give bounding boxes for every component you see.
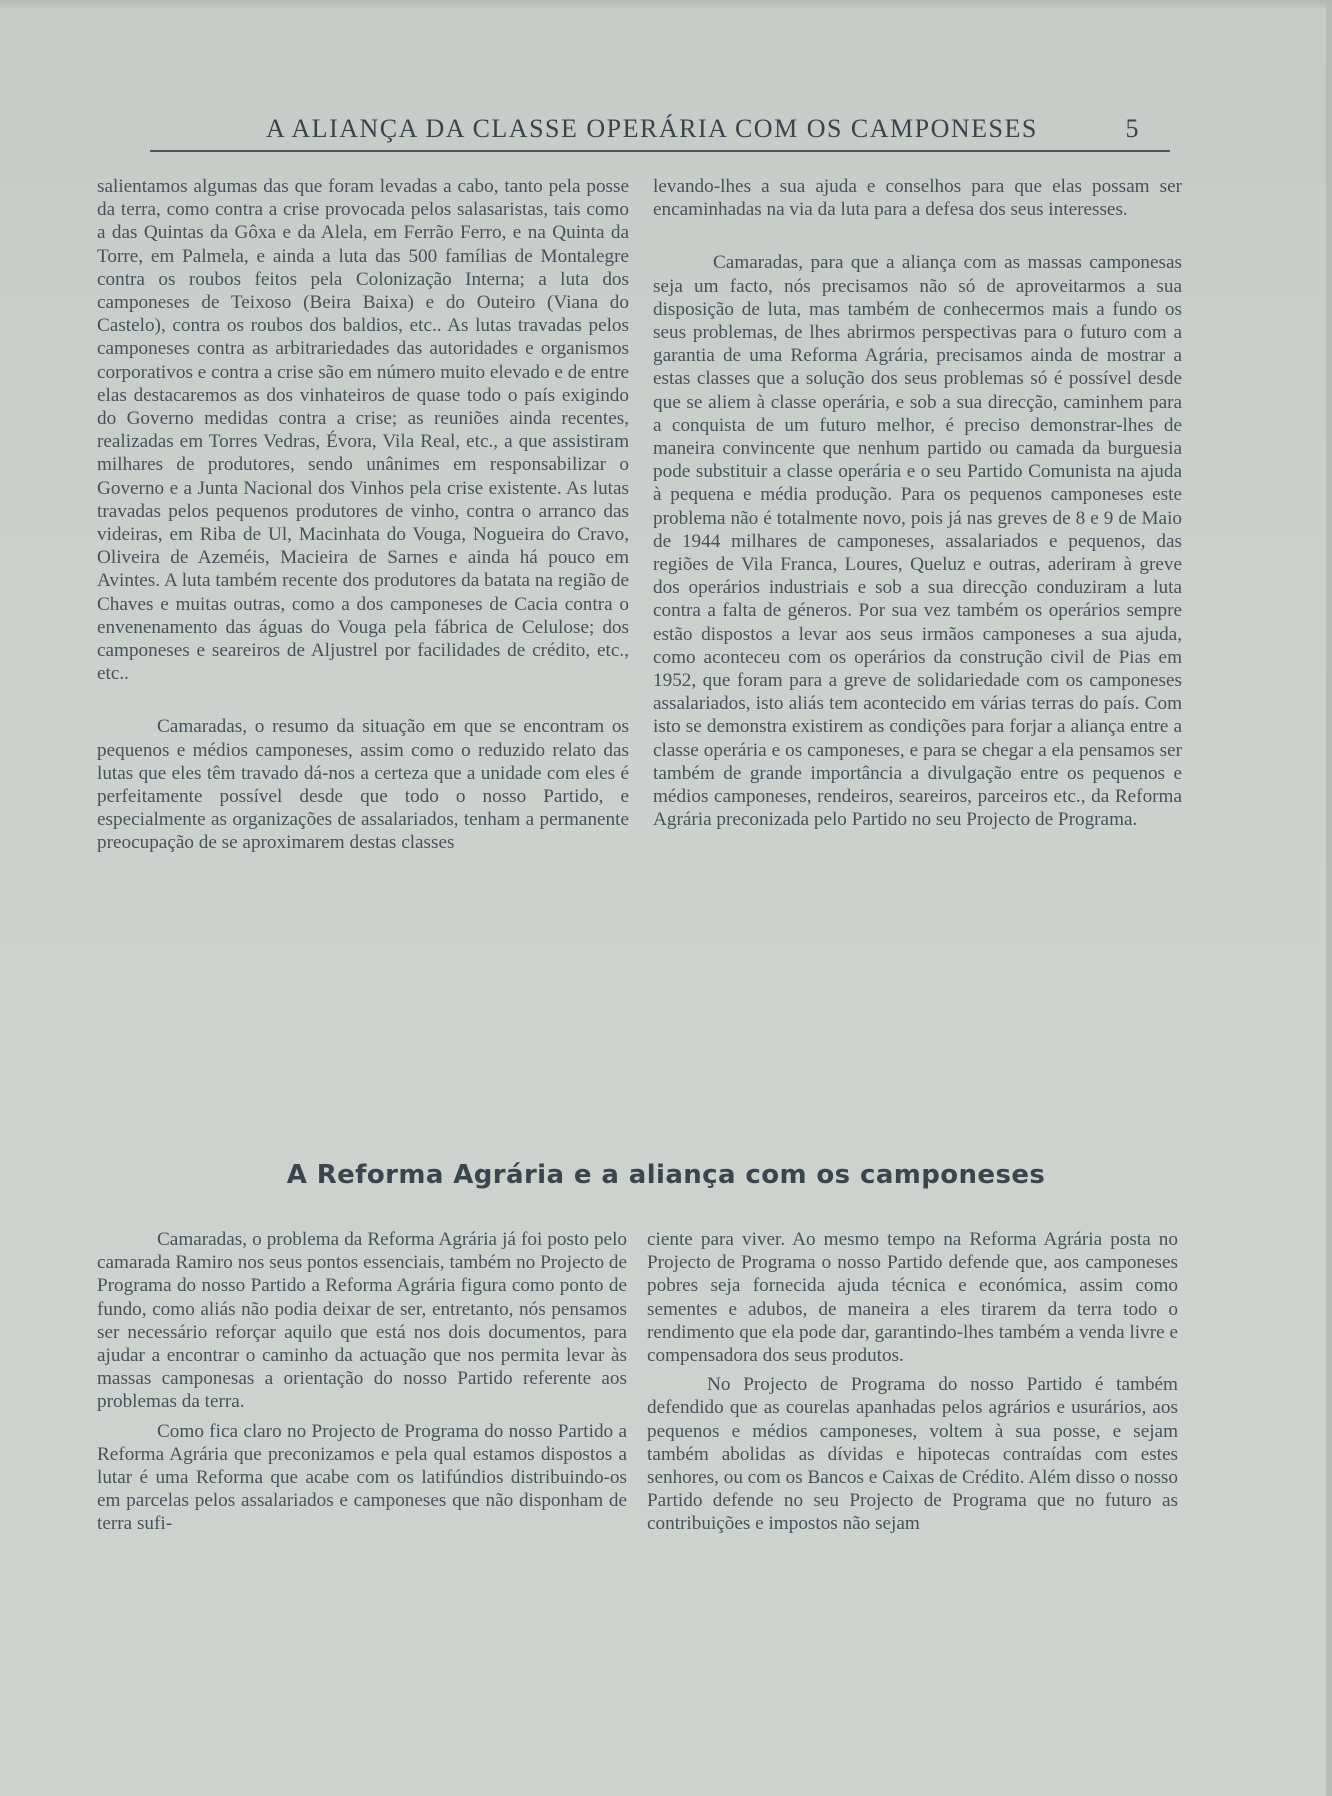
section2-column-right	[647, 1228, 1178, 1536]
running-head	[150, 110, 1170, 152]
paper-top-edge	[0, 0, 1332, 10]
paragraph: Camaradas, o problema da Reforma Agrária já foi posto pelo camarada Ramiro nos seus pontos essenciais, também no Projecto de Programa do nosso Partido a Reforma Agrária figura como ponto de fundo, como aliás não podia deixar de ser, entretanto, nós pensamos ser necessário reforçar aquilo que está nos dois documentos, para ajudar a encontrar o caminho da actuação que nos permita levar às massas camponesas a orientação do nosso Partido referente aos problemas da terra.	[97, 1229, 627, 1413]
section2-column-left	[97, 1228, 627, 1536]
page-number: 5	[1125, 114, 1140, 143]
paragraph: ciente para viver. Ao mesmo tempo na Reforma Agrária posta no Projecto de Programa o nosso Partido defende que, aos camponeses pobres seja fornecida ajuda técnica e económica, assim como sementes e adubos, de maneira a eles tirarem da terra todo o rendimento que ela pode dar, garantindo-lhes também a venda livre e compensadora dos seus produtos.	[647, 1229, 1178, 1367]
section1-column-right	[653, 175, 1182, 831]
paragraph: Como fica claro no Projecto de Programa do nosso Partido a Reforma Agrária que preconizamos e pela qual estamos dispostos a lutar é uma Reforma que acabe com os latifúndios distribuindo-os em parcelas pelos assalariados e camponeses que não disponham de terra sufi-	[97, 1420, 627, 1535]
section-heading: A Reforma Agrária e a aliança com os camponeses	[286, 1160, 1046, 1190]
paragraph: salientamos algumas das que foram levadas a cabo, tanto pela posse da terra, como contra a crise provocada pelos salasaristas, tais como a das Quintas da Gôxa e da Alela, em Ferrão Ferro, e na Quinta da Torre, em Palmela, e ainda a luta das 500 famílias de Montalegre contra os roubos feitos pela Colonização Interna; a luta dos camponeses de Teixoso (Beira Baixa) e do Outeiro (Viana do Castelo), contra os roubos dos baldios, etc.. As lutas travadas pelos camponeses contra as arbitrariedades das autoridades e organismos corporativos e contra a crise são em número muito elevado e de entre elas destacaremos as dos vinhateiros de quase todo o país exigindo do Governo medidas contra a crise; as reuniões ainda recentes, realizadas em Torres Vedras, Évora, Vila Real, etc., a que assistiram milhares de produtores, sendo unânimes em responsabilizar o Governo e a Junta Nacional dos Vinhos pela crise existente. As lutas travadas pelos pequenos produtores de vinho, contra o arranco das videiras, em Riba de Ul, Macinhata do Vouga, Nogueira do Cravo, Oliveira de Azeméis, Macieira de Sarnes e ainda há pouco em Avintes. A luta também recente dos produtores da batata na região de Chaves e muitas outras, como a dos camponeses de Cacia contra o envenenamento das águas do Vouga pela fábrica de Celulose; dos camponeses e seareiros de Aljustrel por facilidades de crédito, etc., etc..	[97, 176, 629, 685]
section1-column-left	[97, 175, 629, 855]
paragraph: No Projecto de Programa do nosso Partido é também defendido que as courelas apanhadas pelos agrários e usurários, aos pequenos e médios camponeses, voltem à sua posse, e sejam também abolidas as dívidas e hipotecas contraídas com estes senhores, ou com os Bancos e Caixas de Crédito. Além disso o nosso Partido defende no seu Projecto de Programa que no futuro as contribuições e impostos não sejam	[647, 1374, 1178, 1535]
running-title: A ALIANÇA DA CLASSE OPERÁRIA COM OS CAMPONESES	[266, 114, 1038, 143]
paragraph: levando-lhes a sua ajuda e conselhos para que elas possam ser encaminhadas na via da luta para a defesa dos seus interesses.	[653, 176, 1182, 221]
paragraph: Camaradas, para que a aliança com as massas camponesas seja um facto, nós precisamos não só de aproveitarmos a sua disposição de luta, mas também de conhecermos mais a fundo os seus problemas, de lhes abrirmos perspectivas para o futuro com a garantia de uma Reforma Agrária, precisamos ainda de mostrar a estas classes que a solução dos seus problemas só é possível desde que se aliem à classe operária, e sob a sua direcção, caminhem para a conquista de um futuro melhor, é preciso demonstrar-lhes de maneira convincente que nenhum partido ou camada da burguesia pode substituir a classe operária e o seu Partido Comunista na ajuda à pequena e média produção. Para os pequenos camponeses este problema não é totalmente novo, pois já nas greves de 8 e 9 de Maio de 1944 milhares de camponeses, assalariados e pequenos, das regiões de Vila Franca, Loures, Queluz e outras, aderiram à greve dos operários industriais e sob a sua direcção conduziram a luta contra a falta de géneros. Por sua vez também os operários sempre estão dispostos a levar aos seus irmãos camponeses a sua ajuda, como aconteceu com os operários da construção civil de Pias em 1952, que foram para a greve de solidariedade com os camponeses assalariados, isto aliás tem acontecido em várias terras do país. Com isto se demonstra existirem as condições para forjar a aliança entre a classe operária e os camponeses, e para se chegar a ela pensamos ser também de grande importância a divulgação entre os pequenos e médios camponeses, rendeiros, seareiros, parceiros etc., da Reforma Agrária preconizada pelo Partido no seu Projecto de Programa.	[653, 252, 1182, 831]
paragraph: Camaradas, o resumo da situação em que se encontram os pequenos e médios camponeses, assim como o reduzido relato das lutas que eles têm travado dá-nos a certeza que a unidade com eles é perfeitamente possível desde que todo o nosso Partido, e especialmente as organizações de assalariados, tenham a permanente preocupação de se aproximarem destas classes	[97, 716, 629, 854]
